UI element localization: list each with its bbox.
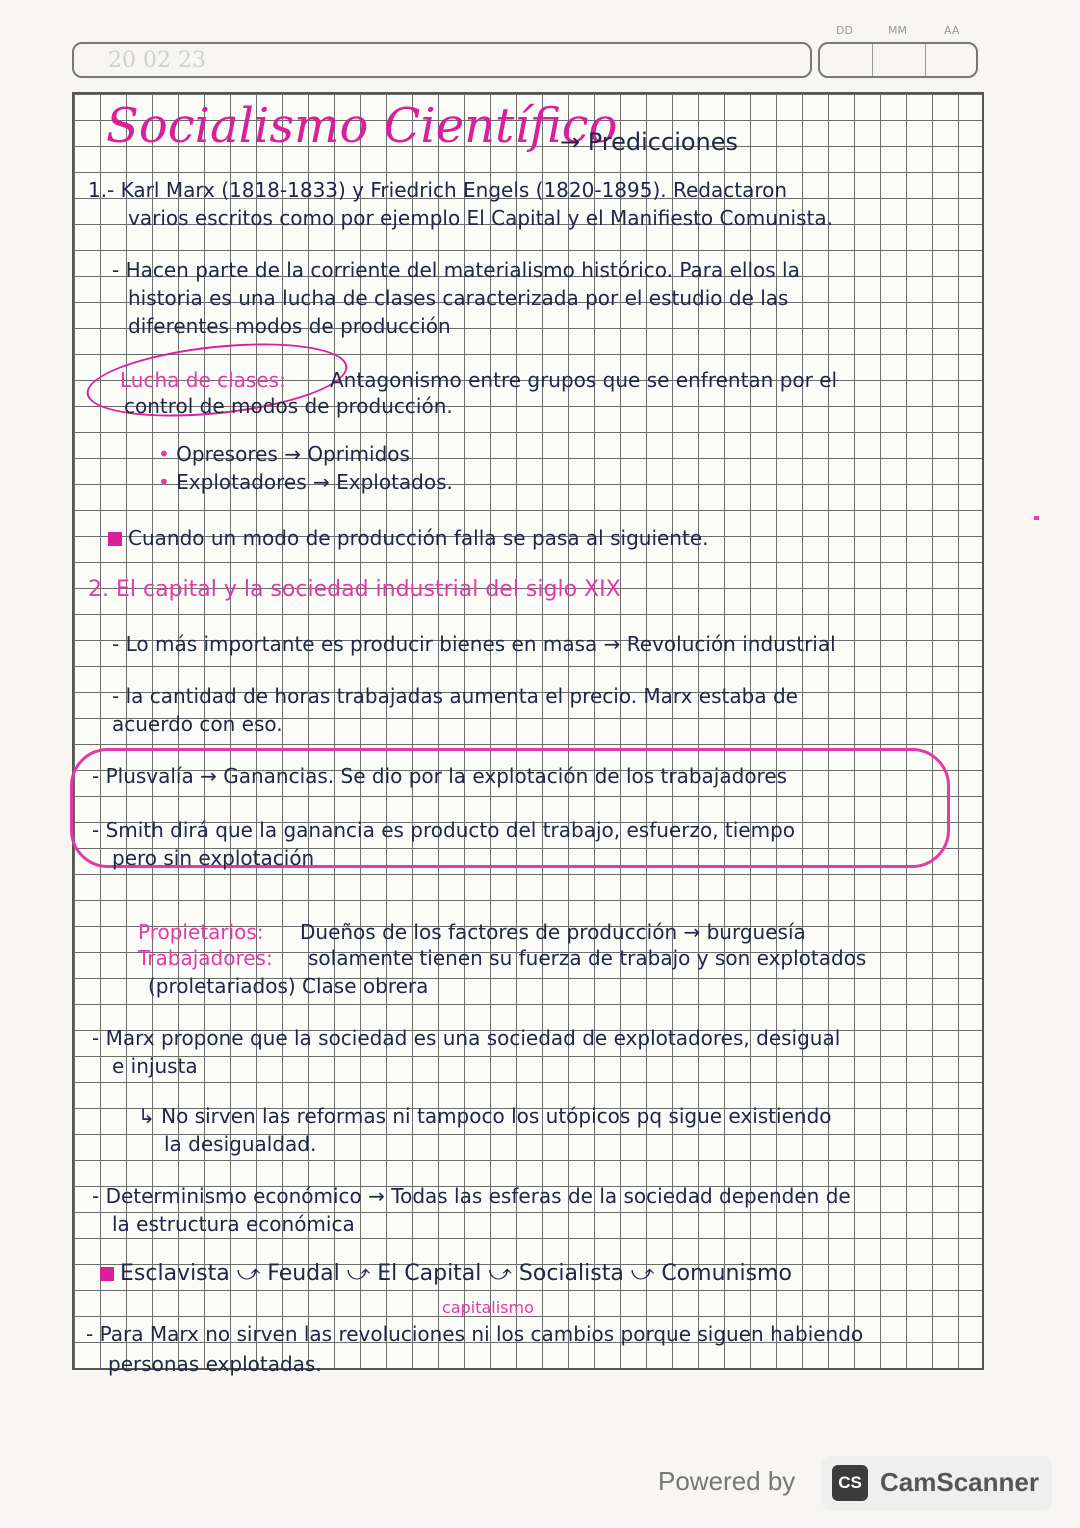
note-line: Antagonismo entre grupos que se enfrentan por el [330,368,838,392]
note-text: Esclavista ⤻ Feudal ⤻ El Capital ⤻ Socialista ⤻ Comunismo [120,1261,792,1286]
note-line [108,526,709,550]
note-line: - la cantidad de horas trabajadas aumenta el precio. Marx estaba de [112,684,798,708]
square-marker-icon [108,532,122,546]
date-faint-text: 20 02 23 [108,48,206,73]
pink-dot-mark [1034,516,1039,520]
note-line: acuerdo con eso. [112,712,283,736]
bullet-text: Opresores → Oprimidos [176,442,410,466]
date-label-aa: AA [944,24,960,37]
note-line: pero sin explotación [112,846,315,870]
note-line: Dueños de los factores de producción → burguesía [300,920,806,944]
note-line: - Marx propone que la sociedad es una sociedad de explotadores, desigual [92,1026,841,1050]
note-line: la desigualdad. [164,1132,317,1156]
bullet-dot-icon: • [158,470,170,494]
bullet-item [158,442,410,466]
camscanner-badge [822,1456,1052,1510]
annotation-text: capitalismo [442,1298,534,1317]
date-box [818,42,978,78]
note-line [100,1262,792,1286]
term-label: Trabajadores: [138,946,273,970]
note-line: - Plusvalía → Ganancias. Se dio por la explotación de los trabajadores [92,764,788,788]
date-label-dd: DD [836,24,853,37]
note-line: historia es una lucha de clases caracterizada por el estudio de las [128,286,789,310]
section-heading: 2. El capital y la sociedad industrial del siglo XIX [88,577,621,602]
note-line: (proletariados) Clase obrera [148,974,429,998]
powered-by-text: Powered by [658,1466,796,1496]
term-label: Lucha de clases: [120,368,286,392]
note-line: la estructura económica [112,1212,355,1236]
note-line: 1.- Karl Marx (1818-1833) y Friedrich Engels (1820-1895). Redactaron [88,178,788,202]
note-line: control de modos de producción. [124,394,453,418]
note-line: - Lo más importante es producir bienes en masa → Revolución industrial [112,632,836,656]
note-line: solamente tienen su fuerza de trabajo y son explotados [308,946,867,970]
page-subtitle: → Predicciones [560,128,739,156]
note-line: - Hacen parte de la corriente del materialismo histórico. Para ellos la [112,258,800,282]
note-line: - Determinismo económico → Todas las esferas de la sociedad dependen de [92,1184,851,1208]
note-line: varios escritos como por ejemplo El Capital y el Manifiesto Comunista. [128,206,833,230]
note-line: e injusta [112,1054,198,1078]
note-line: personas explotadas. [108,1352,322,1376]
note-text: Cuando un modo de producción falla se pasa al siguiente. [128,526,709,550]
note-line: - Smith dirá que la ganancia es producto del trabajo, esfuerzo, tiempo [92,818,796,842]
camscanner-logo-icon: CS [832,1465,868,1501]
camscanner-name: CamScanner [880,1467,1039,1497]
note-line: - Para Marx no sirven las revoluciones ni los cambios porque siguen habiendo [86,1322,864,1346]
page-title: Socialismo Científico [106,98,618,154]
bullet-item [158,470,453,494]
bullet-dot-icon: • [158,442,170,466]
term-label: Propietarios: [138,920,264,944]
date-label-mm: MM [888,24,907,37]
square-marker-icon [100,1267,114,1281]
bullet-text: Explotadores → Explotados. [176,470,453,494]
note-line: ↳ No sirven las reformas ni tampoco los utópicos pq sigue existiendo [138,1104,832,1128]
note-line: diferentes modos de producción [128,314,451,338]
